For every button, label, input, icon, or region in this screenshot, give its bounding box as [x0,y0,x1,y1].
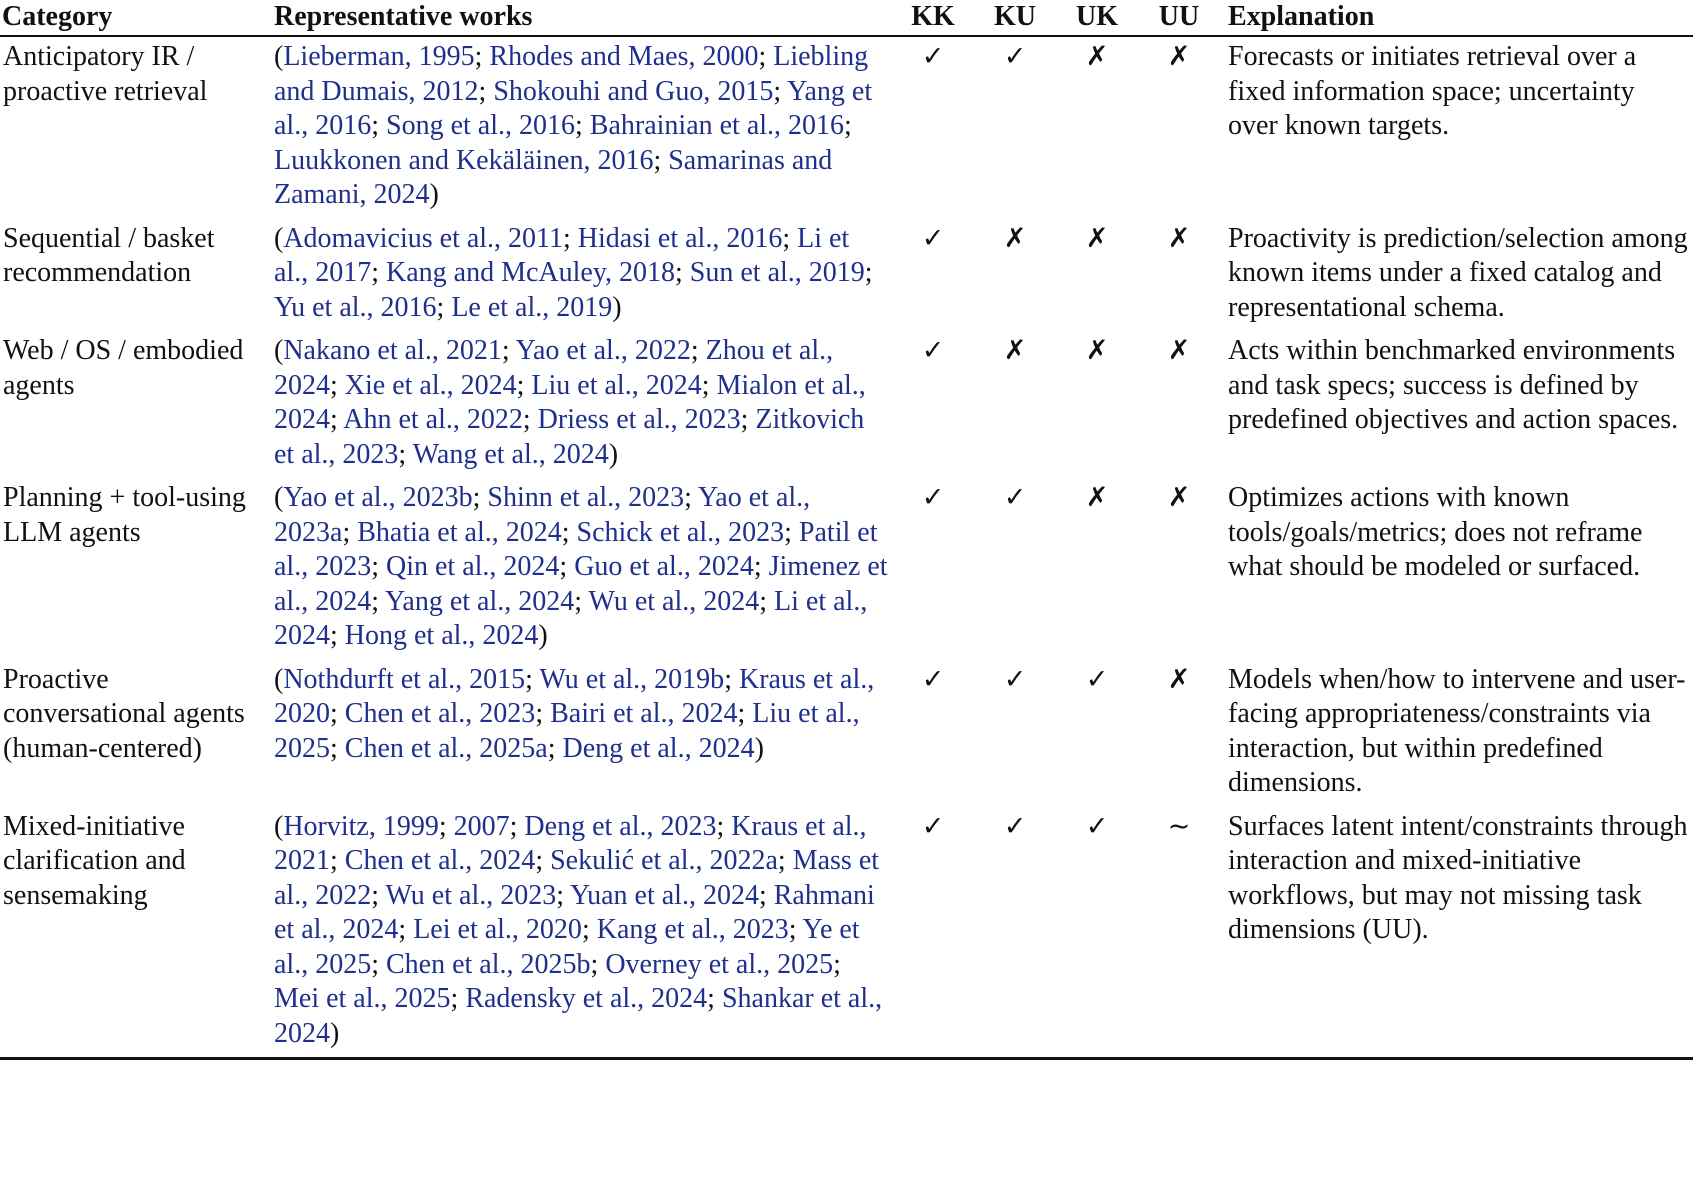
explanation-cell: Forecasts or initiates retrieval over a fixed information space; uncertainty over known targets. [1228,41,1637,141]
citation-separator: ; [371,551,386,582]
citation-separator: ; [788,914,803,945]
citation-link[interactable]: Rahmani et al., 2024 [274,879,875,945]
citation-link[interactable]: Overney et al., 2025 [605,948,834,980]
citation-separator: ; [740,404,756,435]
citation-link[interactable]: Yu et al., 2016 [274,291,437,323]
works-cell [272,219,892,332]
works-cell [272,331,892,478]
citation-separator: ; [563,222,578,254]
citation-separator: ; [561,516,577,548]
ku-mark: ✓ [1003,663,1027,695]
explanation-cell: Models when/how to intervene and user-facing appropriateness/constraints via interaction, but within predefined dimensions. [1228,663,1686,798]
citation-separator: ; [330,404,344,435]
header-uu: UU [1138,0,1220,36]
citation-separator: ; [707,983,722,1014]
citation-separator: ; [438,810,454,842]
citation-separator: ; [516,369,532,401]
table-row [0,660,1693,807]
uk-mark: ✗ [1085,482,1109,513]
citation-separator: ; [864,257,873,288]
citation-separator: ; [724,663,739,695]
ku-mark: ✗ [1003,222,1027,254]
uk-mark: ✓ [1085,663,1109,695]
paren-close: ) [608,438,619,470]
citation-link[interactable]: Nakano et al., 2021 [283,335,502,366]
header-works: Representative works [272,0,892,36]
citation-link[interactable]: Kraus et al., 2021 [274,810,867,876]
header-row [0,0,1693,36]
citation-link[interactable]: Shokouhi and Guo, 2015 [493,75,774,107]
citation-link[interactable]: Shankar et al., 2024 [274,983,883,1049]
citation-separator: ; [398,438,413,470]
citation-link[interactable]: Hidasi et al., 2016 [577,222,783,254]
citation-separator: ; [535,698,551,729]
citation-separator: ; [716,810,732,842]
paren-open: ( [274,810,284,842]
citation-separator: ; [501,335,516,366]
kk-mark: ✓ [921,222,945,254]
citation-link[interactable]: Kang et al., 2023 [596,914,789,945]
citation-link[interactable]: Li et al., 2024 [274,585,868,651]
paren-open: ( [274,663,284,695]
paren-close: ) [538,620,548,651]
category-cell: Mixed-initiative clarification and sensemaking [0,807,272,1059]
uk-mark: ✓ [1056,807,1138,1059]
citation-separator: ; [330,845,345,876]
paren-close: ) [612,291,622,323]
citation-link[interactable]: Bhatia et al., 2024 [357,516,562,548]
uu-mark: ✗ [1167,41,1191,72]
citation-link[interactable]: Deng et al., 2023 [524,810,717,842]
citation-link[interactable]: Mass et al., 2022 [274,845,880,911]
citation-separator: ; [522,404,538,435]
citation-link[interactable]: Rhodes and Maes, 2000 [489,41,759,72]
citation-link[interactable]: Hong et al., 2024 [344,620,539,651]
citation-separator: ; [574,585,589,617]
uu-mark: ✗ [1167,482,1191,513]
works-cell [272,478,892,660]
paren-open: ( [274,335,284,366]
citation-link[interactable]: Jimenez et al., 2024 [274,551,888,617]
explanation-cell: Proactivity is prediction/selection among known items under a fixed catalog and representational schema. [1228,222,1688,323]
citation-separator: ; [478,75,494,107]
citation-link[interactable]: Radensky et al., 2024 [465,983,708,1014]
paren-open: ( [274,41,284,72]
citation-link[interactable]: Qin et al., 2024 [386,551,560,582]
citation-link[interactable]: Wu et al., 2023 [385,879,557,911]
citation-link[interactable]: Guo et al., 2024 [574,551,754,582]
citation-separator: ; [575,110,590,141]
paren-close: ) [754,732,764,764]
citation-link[interactable]: Yao et al., 2022 [515,335,691,366]
kk-mark: ✓ [892,807,974,1059]
citation-link[interactable]: Adomavicius et al., 2011 [283,222,564,254]
citation-link[interactable]: Yao et al., 2023b [283,482,473,513]
citation-link[interactable]: Yang et al., 2024 [384,585,575,617]
citation-separator: ; [525,663,540,695]
uu-mark: ✗ [1167,222,1191,254]
header-ku: KU [974,0,1056,36]
works-cell [272,660,892,807]
citation-separator: ; [784,516,799,548]
citation-link[interactable]: Deng et al., 2024 [562,732,755,764]
citation-link[interactable]: Kang and McAuley, 2018 [386,257,676,288]
explanation-cell: Optimizes actions with known tools/goals/metrics; does not reframe what should be modeled or surfaced. [1228,482,1643,582]
uk-mark: ✗ [1085,335,1109,366]
citation-link[interactable]: Nothdurft et al., 2015 [283,663,526,695]
citation-separator: ; [472,482,488,513]
citation-separator: ; [777,845,793,876]
table-row [0,807,1693,1059]
citation-link[interactable]: Liu et al., 2024 [531,369,702,401]
table-row [0,219,1693,332]
citation-link[interactable]: Chen et al., 2025b [386,948,591,980]
citation-link[interactable]: Chen et al., 2025a [344,732,548,764]
citation-link[interactable]: Shinn et al., 2023 [487,482,685,513]
citation-separator: ; [559,551,575,582]
citation-link[interactable]: Yang et al., 2016 [274,75,873,141]
citation-link[interactable]: Patil et al., 2023 [274,516,878,582]
kk-mark: ✓ [921,663,945,695]
citation-separator: ; [371,585,385,617]
citation-link[interactable]: Samarinas and Zamani, 2024 [274,144,833,210]
citation-separator: ; [330,369,345,401]
citation-link[interactable]: Lieberman, 1995 [283,41,475,72]
citation-link[interactable]: Ye et al., 2025 [274,914,860,980]
citation-separator: ; [342,516,358,548]
kk-mark: ✓ [921,41,945,72]
paren-open: ( [274,222,284,254]
citation-separator: ; [753,551,769,582]
citation-link[interactable]: Mei et al., 2025 [274,983,451,1014]
citation-separator: ; [833,948,841,980]
header-category: Category [0,0,272,36]
uk-mark: ✗ [1085,222,1109,254]
works-cell [272,36,892,219]
citation-link[interactable]: Wu et al., 2024 [588,585,760,617]
category-cell: Planning + tool-using LLM agents [3,482,246,548]
uu-mark: ✗ [1167,663,1191,695]
citation-link[interactable]: Bahrainian et al., 2016 [589,110,845,141]
citation-separator: ; [759,585,775,617]
citation-link[interactable]: Sun et al., 2019 [689,257,865,288]
citation-link[interactable]: Ahn et al., 2022 [343,404,523,435]
uu-mark: ✗ [1167,335,1191,366]
citation-link[interactable]: 2007 [453,810,510,842]
citation-separator: ; [436,291,452,323]
citation-separator: ; [653,144,669,176]
explanation-cell: Acts within benchmarked environments and task specs; success is defined by predefined objectives and action spaces. [1228,335,1679,435]
citation-link[interactable]: Liebling and Dumais, 2012 [274,41,869,107]
ku-mark: ✓ [1003,482,1027,513]
citation-link[interactable]: Chen et al., 2023 [344,698,536,729]
citation-separator: ; [371,110,386,141]
citation-link[interactable]: Wang et al., 2024 [412,438,609,470]
category-cell: Sequential / basket recommendation [3,222,215,288]
citation-link[interactable]: Zhou et al., 2024 [274,335,834,401]
citation-separator: ; [509,810,525,842]
citation-separator: ; [782,222,798,254]
citation-separator: ; [737,698,753,729]
citation-link[interactable]: Song et al., 2016 [386,110,575,141]
citation-link[interactable]: Le et al., 2019 [451,291,613,323]
citation-separator: ; [675,257,690,288]
citation-link[interactable]: Lei et al., 2020 [413,914,582,945]
ku-mark: ✓ [1003,41,1027,72]
citation-link[interactable]: Zitkovich et al., 2023 [274,404,865,470]
citation-separator: ; [556,879,570,911]
citation-separator: ; [535,845,551,876]
citation-separator: ; [773,75,788,107]
citation-separator: ; [371,879,386,911]
citation-link[interactable]: Xie et al., 2024 [344,369,517,401]
citation-separator: ; [581,914,597,945]
citation-link[interactable]: Liu et al., 2025 [274,698,860,764]
citation-link[interactable]: Wu et al., 2019b [539,663,725,695]
citation-link[interactable]: Chen et al., 2024 [344,845,536,876]
ku-mark: ✓ [974,807,1056,1059]
kk-mark: ✓ [921,335,945,366]
works-cell [272,807,892,1059]
citation-separator: ; [398,914,414,945]
uu-mark: ∼ [1138,807,1220,1059]
citation-link[interactable]: Driess et al., 2023 [537,404,741,435]
uk-mark: ✗ [1085,41,1109,72]
header-kk: KK [892,0,974,36]
citation-separator: ; [701,369,717,401]
citation-link[interactable]: Luukkonen and Kekäläinen, 2016 [274,144,654,176]
citation-link[interactable]: Mialon et al., 2024 [274,369,866,435]
citation-separator: ; [758,879,774,911]
kk-mark: ✓ [921,482,945,513]
citation-separator: ; [371,948,386,980]
citation-link[interactable]: Sekulić et al., 2022a [550,845,778,876]
citation-separator: ; [330,732,345,764]
citation-separator: ; [450,983,466,1014]
citation-separator: ; [844,110,852,141]
citation-separator: ; [684,482,698,513]
citation-separator: ; [330,620,345,651]
citation-separator: ; [330,698,345,729]
citation-separator: ; [371,257,386,288]
table-row [0,36,1693,219]
citation-separator: ; [474,41,490,72]
category-cell: Proactive conversational agents (human-centered) [3,663,245,764]
paren-open: ( [274,482,284,513]
citation-link[interactable]: Yao et al., 2023a [274,482,811,548]
citation-link[interactable]: Bairi et al., 2024 [550,698,738,729]
citation-link[interactable]: Horvitz, 1999 [283,810,439,842]
ku-mark: ✗ [1003,335,1027,366]
table-row [0,478,1693,660]
citation-link[interactable]: Li et al., 2017 [274,222,850,288]
header-explanation: Explanation [1220,0,1693,36]
citation-separator: ; [590,948,606,980]
explanation-cell: Surfaces latent intent/constraints through interaction and mixed-initiative workflows, but may not missing task dimensions (UU). [1220,807,1693,1059]
table-row [0,331,1693,478]
category-cell: Anticipatory IR / proactive retrieval [3,41,208,107]
citation-link[interactable]: Yuan et al., 2024 [569,879,759,911]
citation-separator: ; [690,335,706,366]
header-uk: UK [1056,0,1138,36]
citation-separator: ; [547,732,563,764]
paren-close: ) [330,1017,340,1049]
citation-link[interactable]: Kraus et al., 2020 [274,663,875,729]
paren-close: ) [429,179,439,210]
citation-link[interactable]: Schick et al., 2023 [576,516,785,548]
category-cell: Web / OS / embodied agents [3,335,244,401]
citation-separator: ; [758,41,774,72]
